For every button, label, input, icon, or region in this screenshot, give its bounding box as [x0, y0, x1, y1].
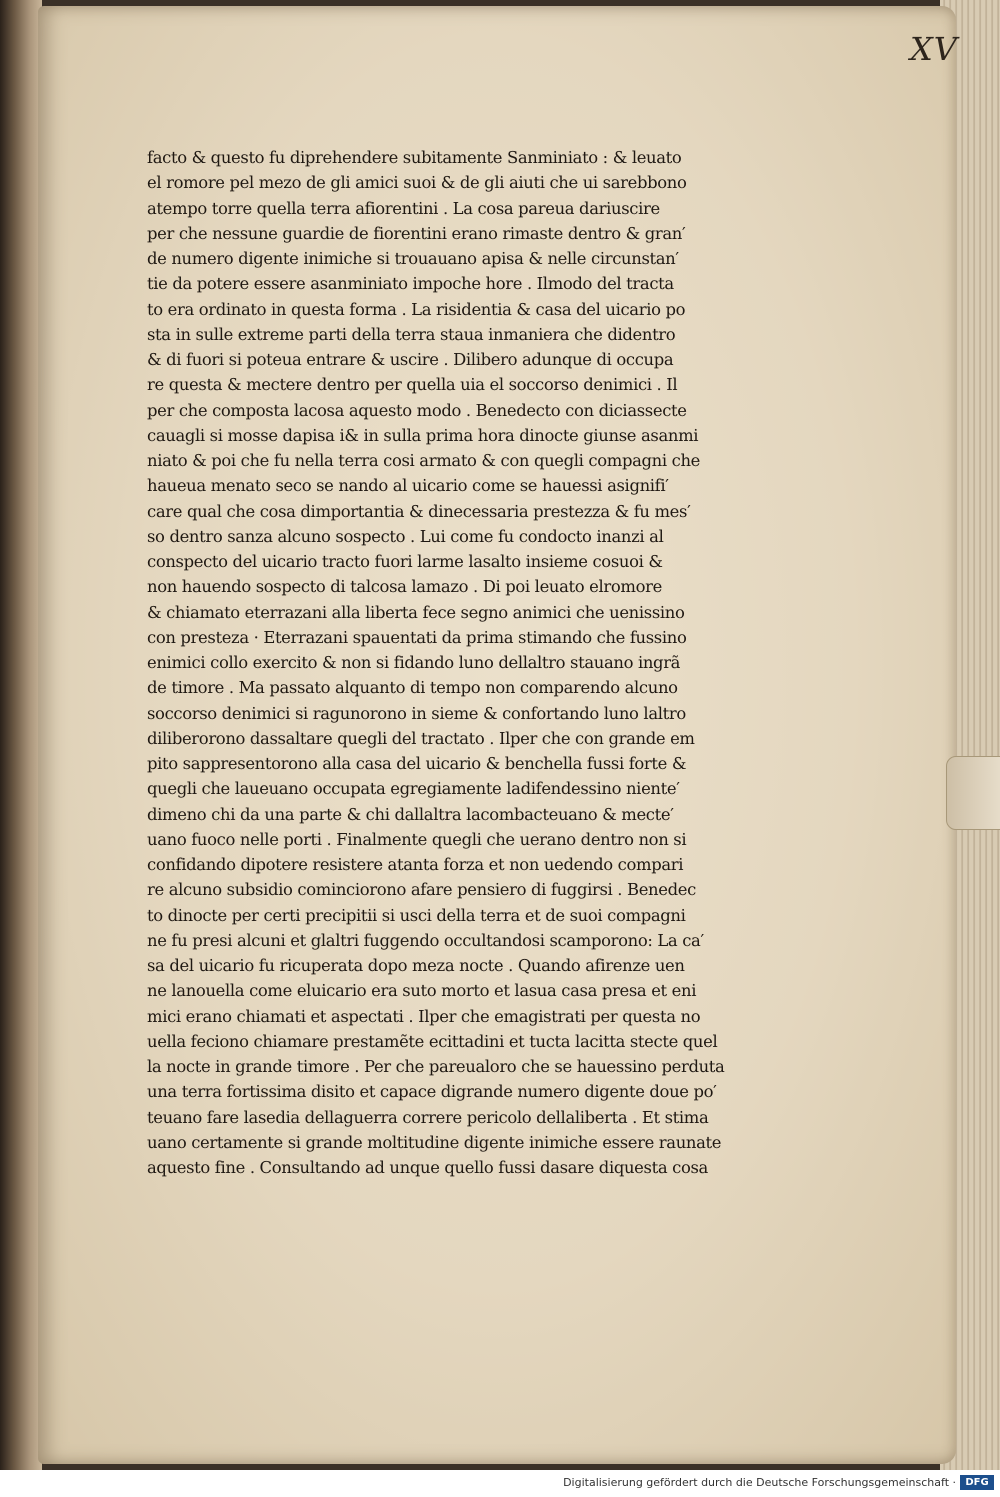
text-line: uella feciono chiamare prestamẽte ecittadini et tucta lacitta stecte quel [147, 1031, 718, 1051]
text-line: de timore . Ma passato alquanto di tempo non comparendo alcuno [147, 678, 678, 698]
text-line: ne lanouella come eluicario era suto morto et lasua casa presa et eni [147, 981, 697, 1001]
text-line: dimeno chi da una parte & chi dallaltra lacombacteuano & mecte′ [147, 804, 674, 824]
text-line: una terra fortissima disito et capace digrande numero digente doue po′ [147, 1082, 717, 1102]
footer-bar [0, 1470, 1000, 1497]
text-line: pito sappresentorono alla casa del uicario & benchella fussi forte & [147, 754, 687, 773]
text-line: enimici collo exercito & non si fidando luno dellaltro stauano ingrã [147, 653, 681, 672]
text-line: & chiamato eterrazani alla liberta fece segno animici che uenissino [147, 602, 685, 622]
dfg-logo: DFG [960, 1475, 994, 1490]
text-line: so dentro sanza alcuno sospecto . Lui come fu condocto inanzi al [147, 526, 664, 546]
text-line: to dinocte per certi precipitii si usci della terra et de suoi compagni [147, 905, 686, 925]
text-line: con presteza · Eterrazani spauentati da prima stimando che fussino [147, 627, 687, 647]
book-binding-edge [0, 0, 42, 1470]
text-line: soccorso denimici si ragunorono in sieme & confortando luno laltro [147, 703, 686, 723]
text-line: per che nessune guardie de fiorentini erano rimaste dentro & gran′ [147, 223, 686, 243]
text-line: uano fuoco nelle porti . Finalmente quegli che uerano dentro non si [147, 829, 687, 849]
text-block [147, 145, 747, 1180]
text-line: ne fu presi alcuni et glaltri fuggendo occultandosi scamporono: La ca′ [147, 930, 704, 950]
text-line: confidando dipotere resistere atanta forza et non uedendo compari [147, 855, 684, 874]
text-line: per che composta lacosa aquesto modo . Benedecto con diciassecte [147, 400, 687, 420]
text-line: re questa & mectere dentro per quella uia el soccorso denimici . Il [147, 375, 678, 395]
text-line: quegli che laueuano occupata egregiamente ladifendessino niente′ [147, 779, 680, 799]
text-line: non hauendo sospecto di talcosa lamazo . Di poi leuato elromore [147, 577, 662, 597]
text-line: & di fuori si poteua entrare & uscire . Dilibero adunque di occupa [147, 350, 674, 369]
text-line: niato & poi che fu nella terra cosi armato & con quegli compagni che [147, 451, 701, 470]
text-line: el romore pel mezo de gli amici suoi & de gli aiuti che ui sarebbono [147, 173, 687, 193]
text-line: cauagli si mosse dapisa i& in sulla prima hora dinocte giunse asanmi [147, 425, 699, 445]
page-tab-marker [946, 756, 1000, 830]
text-line: la nocte in grande timore . Per che pareualoro che se hauessino perduta [147, 1057, 725, 1076]
text-line: care qual che cosa dimportantia & dinecessaria prestezza & fu mes′ [147, 501, 691, 521]
text-line: de numero digente inimiche si trouauano apisa & nelle circunstan′ [147, 249, 679, 268]
text-line: to era ordinato in questa forma . La risidentia & casa del uicario po [147, 299, 686, 319]
text-line: facto & questo fu diprehendere subitamente Sanminiato : & leuato [147, 148, 682, 167]
text-line: re alcuno subsidio cominciorono afare pensiero di fuggirsi . Benedec [147, 880, 696, 900]
text-line: sta in sulle extreme parti della terra staua inmaniera che didentro [147, 324, 676, 344]
folio-number: XV [910, 30, 958, 68]
funding-credit: Digitalisierung gefördert durch die Deutsche Forschungsgemeinschaft · [563, 1476, 956, 1489]
text-line: teuano fare lasedia dellaguerra correre pericolo dellaliberta . Et stima [147, 1107, 709, 1127]
text-line: uano certamente si grande moltitudine digente inimiche essere raunate [147, 1132, 722, 1152]
text-line: mici erano chiamati et aspectati . Ilper che emagistrati per questa no [147, 1006, 701, 1026]
text-line: atempo torre quella terra afiorentini . La cosa pareua dariuscire [147, 198, 660, 218]
text-line: aquesto fine . Consultando ad unque quello fussi dasare diquesta cosa [147, 1158, 708, 1177]
text-line: haueua menato seco se nando al uicario come se hauessi asignifi′ [147, 476, 669, 496]
text-line: sa del uicario fu ricuperata dopo meza nocte . Quando afirenze uen [147, 956, 685, 975]
text-line: tie da potere essere asanminiato impoche hore . Ilmodo del tracta [147, 274, 674, 294]
text-line: conspecto del uicario tracto fuori larme lasalto insieme cosuoi & [147, 552, 663, 571]
text-line: diliberorono dassaltare quegli del tractato . Ilper che con grande em [147, 728, 695, 748]
